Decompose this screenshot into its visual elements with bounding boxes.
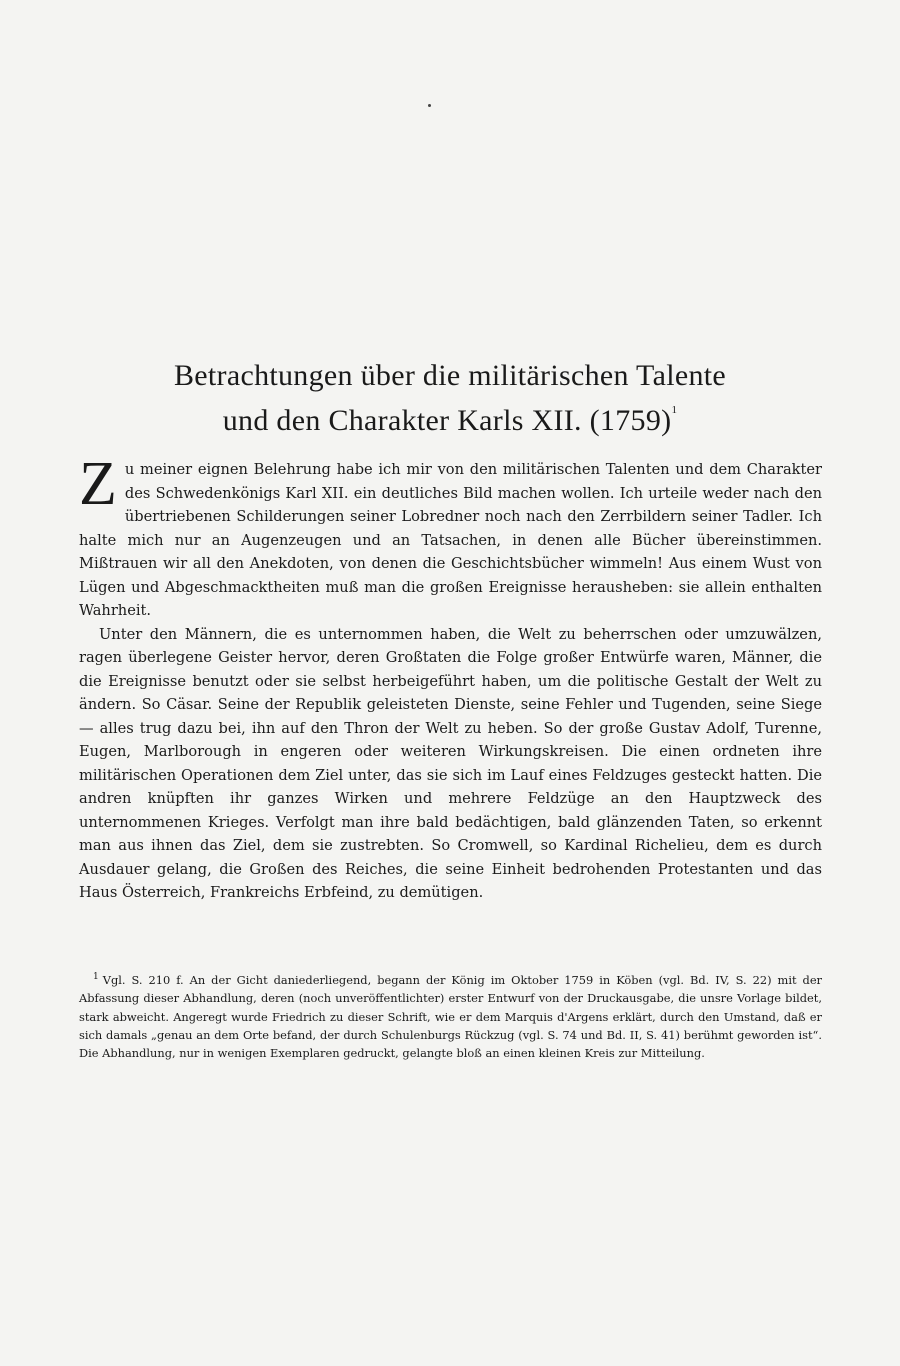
footnote-text: Vgl. S. 210 f. An der Gicht daniederliegend, begann der König im Oktober 1759 in Köben (vgl. Bd. IV, S. 22) mit der Abfassung dieser Abhandlung, deren (noch unveröffentlichter) erster Entwurf von der Druckausgabe, die unsre Vorlage bildet, stark abweicht. Angeregt wurde Friedrich zu dieser Schrift, wie er dem Marquis d'Argens erklärt, durch den Umstand, daß er sich damals „genau an dem Orte befand, der durch Schulenburgs Rückzug (vgl. S. 74 und Bd. II, S. 41) berühmt geworden ist“. Die Abhandlung, nur in wenigen Exemplaren gedruckt, gelangte bloß an einen kleinen Kreis zur Mitteilung.	[79, 972, 822, 1061]
paragraph-1-text: u meiner eignen Belehrung habe ich mir von den militärischen Talenten und dem Charakter des Schwedenkönigs Karl XII. ein deutliches Bild machen wollen. Ich urteile weder nach den übertriebenen Schilderungen seiner Lobredner noch nach den Zerrbildern seiner Tadler. Ich halte mich nur an Augenzeugen und an Tatsachen, in denen alle Bücher übereinstimmen. Mißtrauen wir all den Anekdoten, von denen die Geschichtsbücher wimmeln! Aus einem Wust von Lügen und Abgeschmacktheiten muß man die großen Ereignisse herausheben: sie allein enthalten Wahrheit.	[79, 461, 822, 619]
footnote-1	[79, 968, 822, 1063]
footnotes	[79, 968, 822, 1063]
body-text	[79, 450, 822, 905]
print-speck	[428, 104, 431, 107]
drop-cap: Z	[79, 450, 117, 518]
title-text-1: Betrachtungen über die militärischen Talente	[173, 359, 726, 392]
footnote-mark: 1	[93, 972, 99, 982]
page-title-line-1	[80, 356, 820, 396]
paragraph-1	[79, 450, 822, 623]
paragraph-2: Unter den Männern, die es unternommen haben, die Welt zu beherrschen oder umzuwälzen, ragen überlegene Geister hervor, deren Großtaten die Folge großer Entwürfe waren, Männer, die die Ereignisse benutzt oder sie selbst herbeigeführt haben, um die politische Gestalt der Welt zu ändern. So Cäsar. Seine der Republik geleisteten Dienste, seine Fehler und Tugenden, seine Siege — alles trug dazu bei, ihn auf den Thron der Welt zu heben. So der große Gustav Adolf, Turenne, Eugen, Marlborough in engeren oder weiteren Wirkungskreisen. Die einen ordneten ihre militärischen Operationen dem Ziel unter, das sie sich im Lauf eines Feldzuges gesteckt hatten. Die andren knüpften ihr ganzes Wirken und mehrere Feldzüge an den Hauptzweck des unternommenen Krieges. Verfolgt man ihre bald bedächtigen, bald glänzenden Taten, so erkennt man aus ihnen das Ziel, dem sie zustrebten. So Cromwell, so Kardinal Richelieu, dem es durch Ausdauer gelang, die Großen des Reiches, die seine Einheit bedrohenden Protestanten und das Haus Österreich, Frankreichs Erbfeind, zu demütigen.	[79, 625, 822, 901]
title-footnote-mark: 1	[671, 404, 678, 416]
title-text-2: und den Charakter Karls XII. (1759)	[222, 404, 672, 437]
page-title-line-2	[80, 396, 820, 441]
